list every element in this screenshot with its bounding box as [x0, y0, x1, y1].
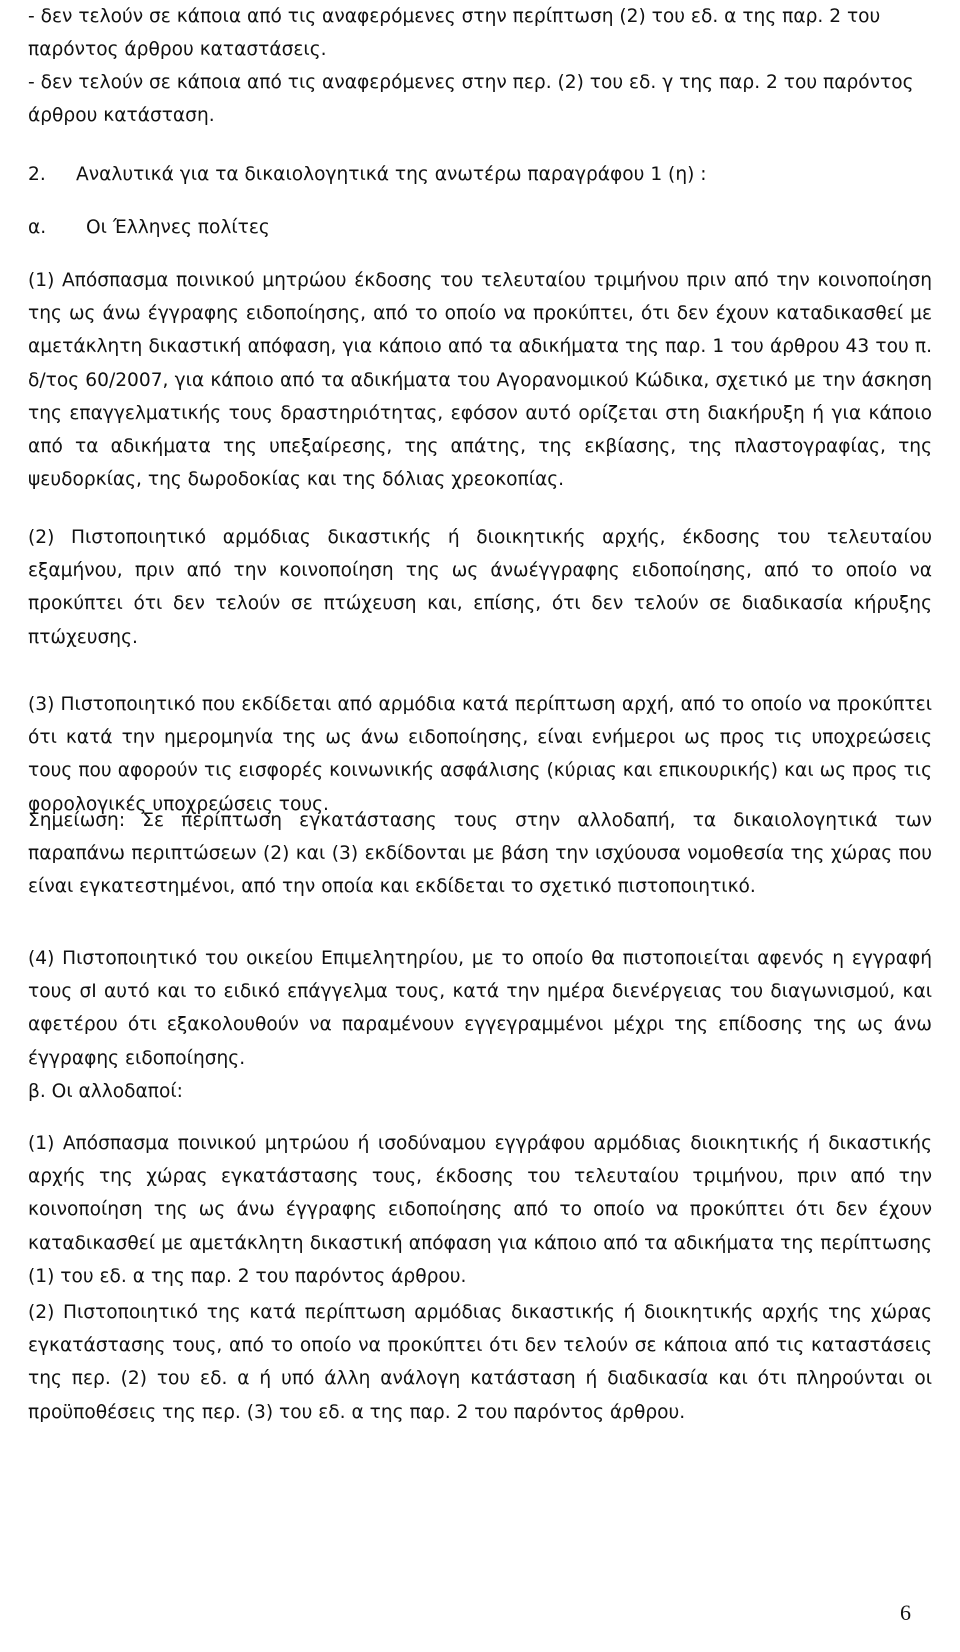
paragraph-item-a3: (3) Πιστοποιητικό που εκδίδεται από αρμόδια κατά περίπτωση αρχή, από το οποίο να προκύπτει ότι κατά την ημερομηνία της ως άνω ειδοποίησης, είναι ενήμεροι ως προς τις υποχρεώσεις τους που αφορούν τις εισφορές κοινωνικής ασφάλισης (κύριας και επικουρικής) και ως προς τις φορολογικές υποχρεώσεις τους.	[28, 694, 932, 815]
subsection-title: Οι Έλληνες πολίτες	[86, 217, 270, 238]
subsection-heading-b: β. Οι αλλοδαποί:	[28, 1081, 183, 1102]
subsection-marker: α.	[28, 217, 47, 238]
subsection-heading-a	[28, 211, 932, 244]
paragraph-item-a4: (4) Πιστοποιητικό του οικείου Επιμελητηρίου, με το οποίο θα πιστοποιείται αφενός η εγγραφή τους σI αυτό και το ειδικό επάγγελμα τους, κατά την ημέρα διενέργειας του διαγωνισμού, και αφετέρου ότι εξακολουθούν να παραμένουν εγγεγραμμένοι μέχρι της επίδοσης της ως άνω έγγραφης ειδοποίησης.	[28, 948, 932, 1069]
section-title: Αναλυτικά για τα δικαιολογητικά της ανωτέρω παραγράφου 1 (η) :	[76, 164, 707, 185]
paragraph-item-b2: (2) Πιστοποιητικό της κατά περίπτωση αρμόδιας δικαστικής ή διοικητικής αρχής της χώρας εγκατάστασης τους, από το οποίο να προκύπτει ότι δεν τελούν σε κάποια από τις καταστάσεις της περ. (2) του εδ. α ή υπό άλλη ανάλογη κατάσταση ή διαδικασία και ότι πληρούνται οι προϋποθέσεις της περ. (3) του εδ. α της παρ. 2 του παρόντος άρθρου.	[28, 1302, 932, 1423]
page-number: 6	[900, 1600, 911, 1625]
paragraph-item-a1: (1) Απόσπασμα ποινικού μητρώου έκδοσης του τελευταίου τριμήνου πριν από την κοινοποίηση της ως άνω έγγραφης ειδοποίησης, από το οποίο να προκύπτει, ότι δεν έχουν καταδικασθεί με αμετάκλητη δικαστική απόφαση, για κάποιο από τα αδικήματα της παρ. 1 του άρθρου 43 του π. δ/τος 60/2007, για κάποιο από τα αδικήματα του Αγορανομικού Κώδικα, σχετικό με την άσκηση της επαγγελματικής τους δραστηριότητας, εφόσον αυτό ορίζεται στη διακήρυξη ή για κάποιο από τα αδικήματα της υπεξαίρεσης, της απάτης, της εκβίασης, της πλαστογραφίας, της ψευδορκίας, της δωροδοκίας και της δόλιας χρεοκοπίας.	[28, 270, 932, 491]
section-heading-2	[28, 158, 932, 191]
paragraph-item-b1: (1) Απόσπασμα ποινικού μητρώου ή ισοδύναμου εγγράφου αρμόδιας διοικητικής ή δικαστικής αρχής της χώρας εγκατάστασης τους, έκδοσης του τελευταίου τριμήνου, πριν από την κοινοποίηση της ως άνω έγγραφης ειδοποίησης από το οποίο να προκύπτει ότι δεν έχουν καταδικασθεί με αμετάκλητη δικαστική απόφαση για κάποιο από τα αδικήματα της περίπτωσης (1) του εδ. α της παρ. 2 του παρόντος άρθρου.	[28, 1133, 932, 1287]
paragraph-condition-2: - δεν τελούν σε κάποια από τις αναφερόμενες στην περ. (2) του εδ. γ της παρ. 2 του παρόντος άρθρου κατάσταση.	[28, 72, 914, 127]
section-number: 2.	[28, 164, 46, 185]
paragraph-note: Σημείωση: Σε περίπτωση εγκατάστασης τους στην αλλοδαπή, τα δικαιολογητικά των παραπάνω περιπτώσεων (2) και (3) εκδίδονται με βάση την ισχύουσα νομοθεσία της χώρας που είναι εγκατεστημένοι, από την οποία και εκδίδεται το σχετικό πιστοποιητικό.	[28, 810, 932, 898]
paragraph-condition-1: - δεν τελούν σε κάποια από τις αναφερόμενες στην περίπτωση (2) του εδ. α της παρ. 2 του παρόντος άρθρου καταστάσεις.	[28, 6, 881, 61]
paragraph-item-a2: (2) Πιστοποιητικό αρμόδιας δικαστικής ή διοικητικής αρχής, έκδοσης του τελευταίου εξαμήνου, πριν από την κοινοποίηση της ως άνωέγγραφης ειδοποίησης, από το οποίο να προκύπτει ότι δεν τελούν σε πτώχευση και, επίσης, ότι δεν τελούν σε διαδικασία κήρυξης πτώχευσης.	[28, 527, 932, 648]
